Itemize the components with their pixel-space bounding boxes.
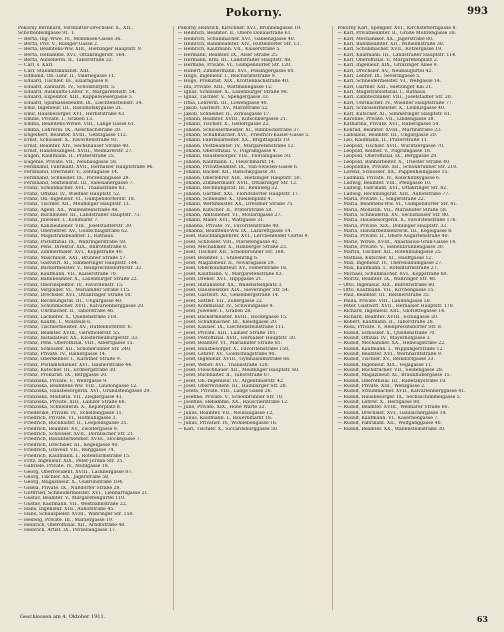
directory-entry: — Rudolf, Oberoffizial. III., Radetzkystraße 10.	[337, 378, 447, 384]
directory-entry: — Karl, Uhrmacher. IV., Wiedner Hauptstraße 77.	[337, 100, 454, 106]
directory-entry: — Franz, Oberlehrer. XV., Goldschlagstraße 62.	[18, 229, 129, 235]
directory-entry: — Johann, Hausbesorger. VIII., Florianigasse 50.	[177, 154, 292, 160]
directory-entry: — Franz, Oberkellner. I., Kärntner Straße 9.	[18, 357, 122, 363]
directory-entry: — Rudolf, Buchdrucker. VII., Seidengasse 28.	[337, 368, 444, 373]
directory-entry: — Leopoldine, Private. XII., Schönbrunner Str. 210.	[337, 164, 458, 170]
directory-entry: — Ferdinand, Schneider. IX., Porzellangasse 29.	[18, 175, 130, 181]
directory-entry: — Carl, Stallamtskanzlist. XIII.	[18, 68, 90, 74]
directory-entry: — Richard, Ingenieur. XIII., Gloriettegasse 14.	[337, 309, 446, 315]
directory-entry: — Ladislaus, Beamter. III., Ungargasse 20.	[337, 132, 438, 138]
directory-entry: — Maria, Modistin. VII., Mariahilfer Straße 58.	[337, 207, 448, 213]
directory-entry: — Maria, Private. XIX., Döblinger Hauptstr. 33.	[337, 223, 448, 229]
directory-entry: — Mathias, Kutscher. XI., Hauffgasse 12.	[337, 255, 433, 261]
directory-entry: — Ernst, Beamter. XIV., Sechshauser Straße 40.	[18, 143, 130, 149]
directory-entry: — Josef, Private. XIII., Lainzer Straße 101.	[177, 330, 277, 336]
directory-entry: — Karl, Lehrer. IX., Severingasse 5.	[337, 74, 421, 80]
footer-note: Geschlossen am 4. Oktober 1911.	[20, 614, 106, 620]
directory-entry: — Rudolf, Private. XIII., Wenzgasse 2.	[337, 384, 426, 390]
directory-entry: — Franz, Rechnungsrat. III., Ungargasse 40.	[18, 298, 123, 304]
directory-entry: — Ferdinand, Drechsler. V., Zentagasse 14.	[18, 170, 119, 176]
directory-entry: — Friedrich, Drechsler. III., Kegelgasse 40.	[18, 442, 119, 448]
directory-entry: — Maria, Beamtens-Ww. VI., Gumpendorfer Str. 41.	[337, 202, 458, 208]
directory-entry: — Franziska, Hausbesorgerin. XVI., Grundsteingasse 29.	[18, 389, 151, 395]
directory-entry: — Josef, Lehrer. XV., Goldschlagstraße 90.	[177, 351, 276, 357]
directory-entry: — Ignaz, Tischler. V., Spengergasse 33.	[177, 95, 270, 101]
directory-entry: — Fritz, Ingenieur. XIX., Peter-Jordan-Str. 35.	[18, 458, 124, 464]
directory-entry: — Maria, Handarbeitslehrerin. III., Kegelgasse 8.	[337, 229, 453, 235]
directory-entry: — Emma, Beamtens-Witwe. VIII., Lange Gasse 61.	[18, 122, 136, 128]
directory-columns	[18, 26, 492, 610]
directory-entry: — Jakob, Schneider. II., Zirkusgasse 17.	[177, 111, 271, 117]
directory-entry: — Karl, Bahnbeamter. XII., Wilhelmstraße 30.	[337, 42, 445, 48]
directory-entry: — Franz, Agent. XX., Wallensteinstraße 48.	[18, 207, 119, 213]
directory-entry: — Franz, Pens. Oberoffizial. VIII., Albertgasse 15.	[18, 341, 134, 347]
directory-entry: — Franz, Buchbinder. III., Landstraßer Hauptstr. 73.	[18, 213, 141, 219]
directory-entry: — Ignaz, Schlosser. X., Laxenburger Straße 98.	[177, 90, 289, 96]
directory-entry: — Rudolf, Fabrikant. XII., Wolfganggasse 40.	[337, 421, 442, 427]
directory-entry: — Franz, Beamter. XVIII., Gersthoferstr. 55.	[18, 330, 121, 336]
directory-entry: — Hedwig, Private. III., Marxergasse 19.	[18, 517, 114, 523]
directory-entry: — Johann, Postbeamter. IV., Margaretenstraße 12.	[177, 143, 295, 149]
directory-entry: — Robert, Kaufmann. II., Taborstraße 20.	[337, 319, 435, 325]
directory-entry: — Josef, Postoffizial. XVII., Hernalser Hauptstr. 30.	[177, 335, 297, 341]
directory-entry: — Katharina, Private. XVI., Haberlgasse 54.	[337, 122, 440, 128]
directory-entry: — Rudolf, Offizial. IV., Mayerhofgasse 3.	[337, 335, 432, 341]
directory-entry: — Josef, Magazineur. II., Novaragasse 29.	[177, 261, 276, 267]
directory-entry: — Rudolf, Lehrer. X., Herzgasse 88.	[337, 400, 421, 406]
directory-entry: — Karoline, Private. VII., Lindengasse 38.	[337, 116, 435, 122]
directory-entry: — Heinrich, Oberoffizial. XII., Arndtstraße 48.	[18, 522, 126, 528]
directory-entry: — Johann, Maler. XVI., Wattgasse 31.	[177, 218, 265, 224]
directory-entry: — Johann, Schlossermeister. XI., Rinnböckstraße 37.	[177, 127, 301, 133]
directory-entry: — Hermine, Private. VI., Gumpendorfer Str. 120.	[177, 63, 292, 69]
directory-entry: — Rudolf, Schlosser. X., Quellenstraße 70.	[337, 330, 436, 336]
directory-entry: — Friedrich, Private. VI., Hofmühlgasse 3.	[18, 416, 117, 422]
directory-entry: — Rudolf, Beamter. XVIII., Weimarer Straße 60.	[337, 405, 449, 411]
directory-entry: — Josef, Weber. XVI., Thaliastraße 120.	[177, 362, 270, 368]
directory-entry: Pokorny Heinrich, Kirschner. XVI., Brunnengasse 19.	[177, 26, 302, 31]
directory-entry: — Konrad, Beamter. XVIII., Martinstraße 23.	[337, 127, 442, 133]
directory-entry: — Franz, Prokurist. IX., Berggasse 20.	[18, 373, 108, 379]
directory-entry: — Franz, Bäckermeister. V., Reinprechtsdorferstr. 32.	[18, 266, 143, 272]
directory-entry: — Gustav, Beamter. V., Margaretengürtel 110.	[18, 496, 126, 502]
directory-entry: — Josef, Tischler. XII., Schönbrunner Str. 188.	[177, 250, 285, 256]
directory-entry: — Max, Kaufmann. I., Rotenturmstraße 27.	[337, 266, 439, 272]
directory-entry: — Paula, Private. VIII., Laudongasse 50.	[337, 298, 432, 304]
directory-entry: — Franz, Kaufmann. VII., Kaiserstraße 70.	[18, 271, 118, 277]
directory-entry: — Johann, Beamter. XVIII., Kutschkergasse 21.	[177, 116, 288, 122]
directory-entry: — Berta, Beamtens-Ww. XIII., Hietzinger Hauptstr. 9.	[18, 47, 143, 53]
directory-entry: — Franz, Uhrmacher. II., Taborstraße 46.	[18, 309, 115, 315]
directory-entry: — Franz, Tischlermeister. XV., Hütteldorferstr. 6.	[18, 325, 133, 331]
directory-entry: — Ernst, Handelsangest. XVIII., Weimarerstr. 27.	[18, 148, 133, 154]
directory-entry: — Ferdinand, Fabrikant. XVII., Hernalser Hauptstraße 96.	[18, 164, 154, 170]
directory-entry: — Julius, Beamter. VII., Neubaugasse 12.	[177, 410, 274, 416]
directory-entry: — Johann, Rechnungsrat. III., Rennweg 32.	[177, 186, 279, 192]
directory-entry: — Leopold, Tischler. XVII., Wurlitzergasse 70.	[337, 143, 445, 149]
directory-entry: — Karl, Ingenieur. XIX., Grinzinger Allee 9.	[337, 63, 439, 69]
directory-entry: — Josef, Dreher. XVI., Hippgasse 21.	[177, 277, 263, 283]
directory-entry: — Franz, Juwelier. I., Kohlmarkt 7.	[18, 218, 99, 224]
directory-entry: — Friedrich, Graveur. VII., Burggasse 74.	[18, 448, 115, 454]
directory-entry: — Eugen, Kaufmann. II., Praterstraße 35.	[18, 154, 116, 160]
page-number: 993	[467, 6, 488, 17]
directory-entry: — Josef, Kaufmann. V., Margaretenstraße 83.	[177, 271, 283, 277]
directory-entry: — Ernst, Schlosser. X., Favoritenstraße 93.	[18, 138, 119, 144]
directory-entry: — Franz, Offizial. IV., Wiedner Hauptstr. 52.	[18, 191, 121, 197]
directory-entry: — Josef, Ingenieur. XVIII., Gymnasiumstraße 66.	[177, 357, 291, 363]
directory-entry: — Ludwig, Rechnungsrat. XIII., Auhofstraße 77.	[337, 191, 450, 197]
directory-entry: — Rudolf, Beamter. XVI., Wernhardtstraße 9.	[337, 351, 443, 357]
directory-entry: — Julius, Privatier. IV., Wohllebengasse 16.	[177, 421, 278, 427]
directory-entry: — Michael, Schuhmacher. XVI., Koppstraße 60.	[337, 271, 448, 277]
directory-entry: — Johann, Schuhmacher. XVI., Friedrich-Kaiser-Gasse 5.	[177, 132, 310, 138]
directory-entry: — Rosa, Private. V., Reinprechtsdorfer Str. 8.	[337, 325, 443, 331]
directory-entry: — Franz, Bahnbeamter. X., Laxenburger Straße 22.	[18, 277, 139, 283]
directory-entry: — Maria, Hausbesorgerin. X., Favoritenstraße 176.	[337, 218, 457, 224]
column-2	[178, 26, 334, 610]
directory-entry: — Hans, Ingenieur. XIII., Auhofstraße 45.	[18, 506, 115, 512]
directory-entry: — Johann, Fabriksarbeiter. XX., Brigittaplatz 19.	[177, 138, 291, 144]
directory-entry: — Eduard, Expeditor. XIII., Kuppelwiesergasse 5.	[18, 95, 134, 101]
directory-entry: — Karl, Mechaniker. XX., Jägerstraße 80.	[337, 36, 434, 42]
directory-entry: — Karl, Magistratsoffizial. I., Rathaus.	[337, 90, 427, 96]
directory-entry: — Emma, Lehrerin. IX., Alserbachstraße 20.	[18, 127, 122, 133]
directory-entry: — Eduard, Zahnarzt. IV., Schönburgstr. 5.	[18, 84, 116, 90]
directory-entry: — Karl, Gärtner. XIII., Hietzinger Kai 21.	[337, 84, 433, 90]
directory-entry: — Heinrich, Artist. IX., Porzellangasse 17.	[18, 528, 117, 534]
directory-entry: — Josefine, Private. V., Schönbrunner Str. 70.	[177, 394, 284, 400]
directory-entry: — Karl, Schuhmacher. XVII., Rötzergasse 19.	[337, 47, 443, 53]
directory-entry: — Franz, Gastwirt. XI., Simmeringer Hauptstr. 144.	[18, 261, 139, 267]
directory-entry: — Josef, Bäckermeister. XVIII., Hockegasse 15.	[177, 314, 288, 320]
directory-entry: — Hans, Schauspieler. XVIII., Währinger Str. 150.	[18, 512, 134, 518]
directory-entry: — Johanna, Private. IV., Favoritenstraße 40.	[177, 223, 280, 229]
directory-entry: — Ludwig, Beamter. VIII., Pfeilgasse 10.	[337, 180, 432, 186]
directory-entry: — Johann, Oberoffizial. V., Pilgramgasse 4.	[177, 148, 278, 154]
directory-entry: — Johann, Zimmermaler. XVII., Ottakringer Str. 12.	[177, 180, 298, 186]
directory-entry: — Franz, Zimmermaler. XVI., Koppstraße 40.	[18, 250, 124, 256]
column-1	[18, 26, 174, 610]
directory-entry: — Franz, Postoffizial. IX., Währingerstraße 59.	[18, 239, 127, 245]
directory-entry: — Franz, Oberinspektor. IV., Favoritenstr. 15.	[18, 282, 124, 288]
directory-entry: — Carl, s. Karl.	[18, 63, 54, 69]
directory-entry: — Gisela, Private. IX., Nußdorfer Straße 28.	[18, 485, 121, 491]
directory-entry: — Ferdinand, Sektionsrat. III., Salesianergasse 7.	[18, 180, 134, 186]
directory-entry: — Hermann, Kfm. III., Landstraßer Hauptstr. 88.	[177, 58, 292, 64]
directory-entry: — Josef, Beamter. I., Stubenring 6.	[177, 255, 259, 261]
directory-entry: — Josef, Sattler. VII., Zollergasse 22.	[177, 298, 264, 304]
directory-entry: — Franz, Postamtsdiener. XVI., Hasnerstraße 44.	[18, 362, 133, 368]
directory-entry: — Josef, Schuhmacher. III., Kleistgasse 20.	[177, 319, 278, 325]
directory-entry: — Josef, Ob.-Ingenieur. IV., Argentinierstr. 42.	[177, 378, 285, 384]
directory-entry: — Paul, Beamter. III., Reisnerstraße 35.	[337, 293, 431, 299]
directory-entry: — Julie, Private. XIX., Hohe Warte 32.	[177, 405, 266, 411]
directory-entry: — Maria, Private. I., Singerstraße 22.	[337, 197, 426, 202]
directory-entry: — Irma, Lehrerin. III., Löwengasse 40.	[177, 100, 269, 106]
directory-entry: — Georg, Oberrevident. XVIII., Lacknergasse 87.	[18, 469, 133, 475]
directory-entry: — Franziska, Private. V., Wehrgasse 9.	[18, 378, 108, 384]
directory-entry: — Josef, Gastwirt. XI., Geiselbergstraße 14.	[177, 293, 280, 299]
directory-entry: — Rudolf, Ingenieur. XIX., Vegagasse 11.	[337, 362, 433, 368]
directory-entry: — Heinrich, Bahnbeamter. XIV., Hütteldorfer Str. 13.	[177, 42, 301, 48]
directory-entry: — Josef, Hausbesorger. X., Favoritenstraße 150.	[177, 346, 290, 352]
directory-entry: — Berta, Aufseherin. II., Taborstraße 22.	[18, 58, 114, 64]
footer-number: 63	[476, 614, 488, 624]
column-3	[337, 26, 492, 610]
directory-entry: — Franz, Ob.-Ingenieur. VI., Gumpendorferstr. 18.	[18, 197, 136, 202]
page-header	[20, 6, 488, 22]
directory-entry: — Josef, Fleischhauer. XII., Meidlinger Hauptstr. 60.	[177, 368, 300, 373]
directory-entry: — Franz, Drechsler. XVI., Ottakringer Straße 50.	[18, 293, 132, 299]
directory-entry: — Lorenz, Schlosser. XX., Pappenheimgasse 15.	[337, 170, 449, 176]
directory-entry: — Franziska, Private. XIII., Lainzer Straße 66.	[18, 400, 126, 406]
directory-entry: — Max, Ingenieur. IV., Theresianumgasse 27.	[337, 261, 443, 267]
directory-entry: — Johann, Privatbeamter. IX., Van-Swieten-Gasse 6.	[177, 164, 299, 170]
directory-entry: — Georg, Tischler. XX., Jägerstraße 58.	[18, 474, 110, 480]
directory-entry: — Eugenie, Private. VII., Neubaugasse 58.	[18, 159, 118, 165]
directory-entry: — Josefa, Private. VIII., Lange Gasse 26.	[177, 389, 272, 395]
directory-entry: — Friedrich, Bauunternehmer. XVIII., Hockegasse 7.	[18, 437, 141, 443]
directory-entry: — Karl, Privatbeamter. II., Große Mohrengasse 38.	[337, 31, 457, 37]
directory-entry: Pokorny Bernhard, Verlmutter-Drechsler. X., XII.,	[18, 26, 133, 31]
directory-entry: — Johann, Oberlehrer. XIII., Hietzinger Hauptstr. 50.	[177, 175, 302, 181]
directory-entry: — Josef, Oberkondukteur. XV., Felberstraße 16.	[177, 266, 288, 272]
directory-entry: — Hugo, Prokurist. XIX., Krottenbachstraße 40.	[177, 79, 290, 85]
directory-entry: — Otto, Ingenieur. XIX., Billrothstraße 60.	[337, 282, 436, 288]
directory-entry: — Karl, Zahntechniker. VIII., Josefstädter Str. 20.	[337, 95, 453, 101]
directory-entry: — Franz, Installateur. XX., Klosterneuburgerstr. 33.	[18, 335, 139, 341]
directory-entry: — Franziska, Schneiderin. X., Keplerplatz 8.	[18, 405, 122, 411]
directory-entry: — Josef, Buchhalter. II., Taborstraße 67.	[177, 373, 272, 379]
directory-entry: Schottenfeldgasse 91. T.	[18, 31, 75, 37]
directory-entry: — Georg, Magazineur. X., Gudrunstraße 104.	[18, 480, 124, 486]
directory-entry: — Franz, Vergolder. VI., Mariahilfer Straße 115.	[18, 287, 131, 293]
directory-entry: — Johann, Gärtner. XXI., Floridsdorfer Hauptstr. 17.	[177, 191, 300, 197]
directory-entry: — Leo, Kaufmann. II., Praterstraße 11.	[337, 138, 429, 144]
directory-entry: — Gustav, Kaufmann. VII., Westbahnstraße 22.	[18, 501, 128, 507]
directory-entry: — Berta, Priv. V., Rüdiger-Gasse 2.	[18, 42, 99, 48]
directory-entry: — Otto, Kaufmann. VII., Kirchengasse 15.	[337, 287, 435, 293]
directory-entry: — Franz, Kutscher. III., Erdbergstraße 30.	[18, 368, 117, 373]
directory-entry: — Rudolf, Kaufmann. I., Wipplingerstraße 12.	[337, 346, 444, 352]
directory-entry: — Hermann, Beamter. IX., Alser Straße 25.	[177, 52, 279, 58]
directory-entry: — Heinrich, Schuhmacher. XVI., Gablenzgasse 40.	[177, 36, 296, 42]
directory-entry: — Ida, Private. XIII., Wattmanngasse 12.	[177, 84, 273, 90]
directory-entry: — Josef, Installateur. XX., Wallensteinplatz 3.	[177, 282, 283, 288]
page-footer	[20, 614, 488, 626]
directory-entry: — Heinrich, Kaufmann. VII., Kaiserstraße 5.	[177, 47, 281, 53]
directory-entry: — Leopold, Bahnarbeiter. X., Triester Straße 40.	[337, 159, 451, 165]
directory-entry: — Emil, Hausbesorger. XVI., Herbststraße 43.	[18, 111, 126, 117]
directory-entry: — Gottfried, Schneidermeister. XVI., Liebhartsgasse 21.	[18, 490, 149, 496]
directory-entry: — Josef, Oberrevident. III., Hainburger Str. 28.	[177, 384, 288, 390]
directory-entry: — Josef, Schlosser. VIII., Piaristengasse 42.	[177, 239, 279, 245]
directory-entry: — Johann, Bäcker. XII., Ratschkygasse 30.	[177, 170, 277, 176]
directory-entry: — Engelbert, Beamter. XVIII., Gentzgasse 112.	[18, 132, 128, 138]
directory-entry: — Johann, Kutscher. II., Praterstraße 58.	[177, 207, 273, 213]
directory-entry: — Julius, Kaufmann. I., Bauernmarkt 18.	[177, 416, 273, 422]
directory-entry: — Friedrich, Buchhalter. II., Leopoldsgasse 35.	[18, 421, 128, 427]
directory-entry: — Franz, Schlosser. XII., Schönbrunner Str. 240.	[18, 346, 132, 352]
directory-entry: — Franziska, Modistin. VII., Zieglergasse 41.	[18, 394, 124, 400]
directory-entry: — Johann, Amtsdiener. VI., Mollardgasse 27.	[177, 213, 282, 219]
directory-entry: — Emil, Ingenieur. III., Rasumofskygasse 21.	[18, 106, 123, 112]
directory-entry: — Leopold, Oberoffizial. IX., Berggasse 29.	[337, 154, 438, 160]
directory-entry: — Karl, Oberoffizial. V., Margaretenplatz 2.	[337, 58, 439, 64]
directory-entry: — Leopold, Kellner. V., Pilgramgasse 18.	[337, 148, 432, 154]
page-title: Pokorny.	[225, 6, 283, 19]
directory-entry: — Gabriele, Private. IV., Mühlgasse 18.	[18, 464, 110, 470]
directory-entry: — Eduard, Auskunfts-Leiter. V., Margaretenstr. 54.	[18, 90, 137, 96]
directory-entry: — Josef, Juwelier. I., Graben 28.	[177, 309, 252, 315]
directory-entry: — Marie, Witwe. XVIII., Anastasius-Grün-Gasse 14.	[337, 239, 457, 245]
directory-entry: — Karl, Kutscher. XI., Simmeringer Hauptstr. 61.	[337, 111, 452, 117]
directory-entry: — Karl, Kaufmann. III., Landstraßer Hauptstr. 114.	[337, 52, 457, 58]
directory-entry: — Josef, Rauchfangkehrer. XVI., Lerchenfelder Gürtel 9.	[177, 234, 309, 240]
directory-entry: — Josef, Beamter. VI., Mariahilfer Straße 81.	[177, 341, 283, 347]
directory-entry: — Ludmilla, Private. IV., Kolschitzkygasse 6.	[337, 175, 441, 181]
directory-entry: — Franz, Tischler. XII., Meidlinger Hauptstr. 11.	[18, 202, 131, 208]
directory-entry: — Hubert, Zimmermann. XVI., Possingergasse 60.	[177, 68, 295, 74]
directory-entry: — Franz, Magistratsbeamter. I., Rathaus.	[18, 234, 115, 240]
directory-entry: — Rudolf, Magazineur. XI., Braunhubergasse 15.	[337, 373, 452, 379]
directory-entry: — Rudolf, Mechaniker. XX., Hellwagstraße 22.	[337, 341, 446, 347]
directory-entry: — Friedrich, Kaufmann. I., Rotenturmstraße 15.	[18, 453, 131, 459]
directory-entry: — Franz, Private. IV., Rainergasse 14.	[18, 351, 107, 357]
directory-entry: — Franz, Pens. Direktor. XIX., Billrothstraße 8.	[18, 245, 128, 251]
directory-entry: — Friederike, Private. IV., Schelleingasse 11.	[18, 410, 124, 416]
directory-entry: — Emilie, Private. I., Graben 13.	[18, 116, 94, 122]
directory-entry: — Karl, Schneidermeister. VI., Webgasse 14.	[337, 79, 442, 85]
directory-entry: — Johann, Werkmeister. XX., Dresdner Straße 75.	[177, 202, 294, 208]
directory-entry: — Maria, Schneiderin. XV., Sechshauser Str. 80.	[337, 213, 450, 219]
directory-entry: — Johann, Kaufmann. I., Fleischmarkt 14.	[177, 159, 276, 165]
directory-entry: — Franz, Kanzleidiener. VIII., Josefstädterstr. 39.	[18, 223, 133, 229]
directory-entry: — Franz, Schuhmacher. XVII., Kalvarienberggasse 20.	[18, 303, 145, 309]
directory-entry: — Ludwig, Fabrikant. XVI., Ottakringer Str. 82.	[337, 186, 448, 192]
directory-entry: — Franz, Schuhmacher. XVI., Thaliastraße 83.	[18, 186, 126, 192]
directory-entry: — Karl, Drechsler. XV., Neubaugürtel 42.	[337, 68, 433, 74]
directory-entry: — Heinrich, Beamter. II., Obere Donaustraße 61.	[177, 31, 292, 37]
directory-entry: — Rudolf, Beamter. XX., Wallensteinstraße 30.	[337, 426, 446, 432]
directory-entry: — Martin, Tischler. XII., Rotenmühlgasse 25.	[337, 250, 443, 256]
directory-entry: — Friedrich, Schlosser. XVII., Dornbacher Str. 21.	[18, 432, 135, 438]
directory-entry: — Maria, Private. II., Obere Augartenstraße 40.	[337, 234, 449, 240]
directory-entry: — Karl, Schlossermeister. X., Leibnizgasse 40.	[337, 106, 446, 112]
directory-entry: — Hugo, Ingenieur. I., Reichsratsstraße 9.	[177, 74, 277, 80]
directory-entry: Pokorny Karl, Spengler. XVI., Kirchstetterngasse 8.	[337, 26, 457, 31]
directory-entry: — Johann, Schneider. X., Quellenplatz 4.	[177, 197, 272, 202]
directory-entry: — Franziska, Beamtens-Ww. VIII., Laudongasse 12.	[18, 384, 138, 390]
directory-entry: — Rudolf, Schuhmacher. XVII., Kalvarienberggasse 41.	[337, 389, 466, 395]
directory-entry: — Rudolf, Kaufmann. VI., Kasernengasse 7.	[337, 416, 439, 422]
directory-entry: — Eduard, Sparkassebeamt. IX., Liechtensteinstr. 34.	[18, 100, 143, 106]
directory-entry: — Moritz, Beamter. IX., Währinger Str. 48.	[337, 277, 437, 283]
directory-entry: — Josef, Kommissär. IV., Schwindgasse 9.	[177, 303, 274, 309]
directory-entry: — Johanna, Beamtens-Ww. IX., Lazarettgasse 14.	[177, 229, 292, 235]
directory-entry: — Josef, Kassier. IX., Liechtensteinstraße 111.	[177, 325, 286, 331]
directory-entry: — Peter, Gastwirt. XVII., Hernalser Hauptstr. 170.	[337, 303, 455, 309]
directory-entry: — Josef, Mechaniker. X., Himberger Straße 23.	[177, 245, 288, 251]
directory-entry: — Josefine, Hebamme. XX., Rauscherstraße 12.	[177, 400, 289, 406]
directory-entry: — Franz, Lackierer. X., Quellenstraße 118.	[18, 314, 118, 320]
directory-entry: — Marie, Private. V., Siebenbrunnengasse 30.	[337, 245, 445, 251]
directory-entry: — Berta, Hebamme. XVI., Ottakringerstr. 164.	[18, 52, 126, 58]
directory-entry: — Eduard, Tischler. III., Eslarngasse 8.	[18, 79, 110, 85]
directory-entry: — Karl, Tischler. X., Siccardsburggasse 50.	[177, 426, 279, 432]
directory-entry: — Rudolf, Drechsler. XVI., Gaullachergasse 14.	[337, 410, 447, 416]
directory-entry: — Jakob, Gastwirt. XV., Märzstraße 52.	[177, 106, 269, 112]
directory-entry: — Berta, Ing.-Wwe. IV., Mommsen-Gasse 36.	[18, 36, 122, 42]
directory-entry: — Richard, Beamter. XVIII., Schulgasse 20.	[337, 314, 439, 320]
directory-entry: — Franz, Kaufm. I., Wollzeile 6.	[18, 319, 92, 325]
directory-entry: — Friedrich, Beamter. XV., Zwölfergasse 9.	[18, 426, 119, 432]
directory-entry: — Josef, Hausbesitzer. XIX., Sieveringer Str. 54.	[177, 287, 290, 293]
directory-entry: — Rudolf, Tischler. XV., Reindorfgasse 33.	[337, 357, 435, 363]
directory-entry: — Johann, Tischler. X., Gellertgasse 22.	[177, 122, 270, 128]
directory-entry: — Franz, Maschinist. XXI., Brünner Straße 57.	[18, 255, 127, 261]
directory-entry: — Edmund, Ob.-Lehr. II., Valeriegasse 11.	[18, 74, 116, 80]
directory-entry: — Rudolf, Hausbesorger. IX., Sechsschimmelgasse 5.	[337, 394, 462, 400]
